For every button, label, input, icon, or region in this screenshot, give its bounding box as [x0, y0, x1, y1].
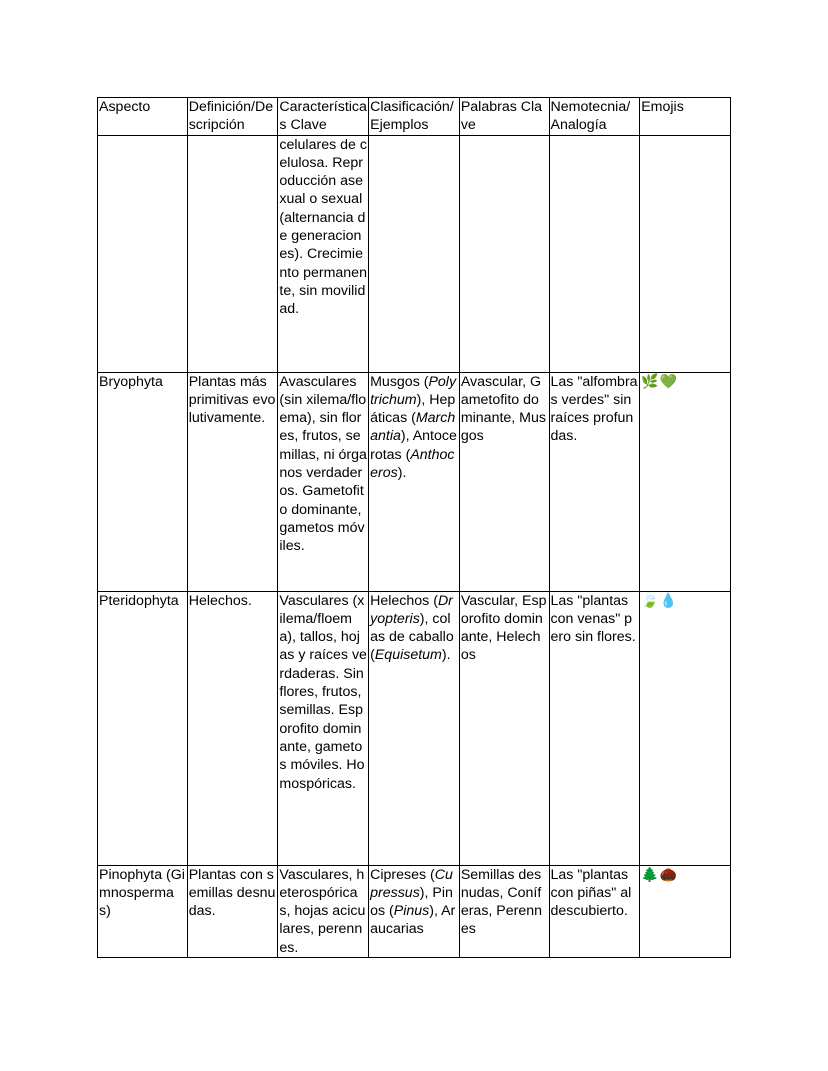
cell-aspect: [98, 135, 188, 372]
table-row: [98, 591, 731, 865]
cell-aspect: Bryophyta: [98, 372, 188, 591]
cell-aspect: Pteridophyta: [98, 591, 188, 865]
table-row: [98, 865, 731, 957]
example-text: ).: [441, 647, 451, 664]
cell-emojis: 🌲🌰: [640, 865, 731, 957]
cell-keywords: [459, 135, 549, 372]
cell-definition: Plantas con semillas desnudas.: [187, 865, 278, 957]
cell-examples: [369, 591, 460, 865]
table-header-row: [98, 98, 731, 136]
plant-classification-table: [97, 97, 731, 958]
header-keywords: Palabras Clave: [459, 98, 549, 136]
cell-emojis: [640, 135, 731, 372]
example-genus: Dryopteris: [370, 592, 453, 627]
header-aspect: Aspecto: [98, 98, 188, 136]
cell-definition: Helechos.: [187, 591, 278, 865]
cell-examples: [369, 135, 460, 372]
header-characteristics: Características Clave: [279, 99, 367, 134]
cell-mnemonic: Las "plantas con piñas" al descubierto.: [549, 865, 640, 957]
cell-definition: Plantas más primitivas evolutivamente.: [187, 372, 278, 591]
cell-examples: [369, 372, 460, 591]
cell-examples: [369, 865, 460, 957]
example-text: ), Hepáticas (: [370, 391, 456, 427]
table-row: [98, 372, 731, 591]
cell-mnemonic: Las "alfombras verdes" sin raíces profundas.: [549, 372, 640, 591]
example-genus: Anthoceros: [370, 446, 455, 482]
cell-characteristics: celulares de celulosa. Reproducción asexual o sexual (alternancia de generaciones). Crecimiento permanente, sin movilidad.: [278, 135, 369, 372]
cell-keywords: Avascular, Gametofito dominante, Musgos: [459, 372, 549, 591]
example-text: ), Araucarias: [370, 903, 456, 938]
cell-mnemonic: [549, 135, 640, 372]
example-genus: Marchantia: [370, 410, 456, 445]
example-text: Cipreses (: [370, 866, 435, 883]
table-row: [98, 135, 731, 372]
header-definition: Definición/Descripción: [187, 98, 278, 136]
header-examples: Clasificación/Ejemplos: [369, 98, 460, 136]
cell-keywords: Semillas desnudas, Coníferas, Perennes: [459, 865, 549, 957]
example-genus: Equisetum: [374, 647, 442, 664]
example-text: ), Antocerotas (: [370, 428, 457, 463]
cell-emojis: 🍃💧: [640, 591, 731, 865]
example-text: ).: [397, 465, 407, 482]
example-genus: Polytrichum: [370, 373, 457, 408]
header-mnemonic: Nemotecnia/Analogía: [549, 98, 640, 136]
cell-emojis: 🌿💚: [640, 372, 731, 591]
example-text: ), Pinos (: [370, 884, 453, 920]
cell-characteristics: Avasculares (sin xilema/floema), sin flores, frutos, semillas, ni órganos verdaderos. Gametofito dominante, gametos móviles.: [278, 372, 369, 591]
example-text: ), colas de caballo (: [370, 610, 454, 664]
header-emojis: Emojis: [640, 98, 731, 136]
example-text: Helechos (: [370, 592, 438, 609]
cell-characteristics: Vasculares, heterospóricas, hojas aciculares, perennes.: [278, 865, 369, 957]
cell-aspect: Pinophyta (Gimnospermas): [98, 865, 188, 957]
example-genus: Pinus: [393, 903, 430, 920]
cell-definition: [187, 135, 278, 372]
cell-keywords: Vascular, Esporofito dominante, Helechos: [459, 591, 549, 865]
cell-mnemonic: Las "plantas con venas" pero sin flores.: [549, 591, 640, 865]
cell-characteristics: Vasculares (xilema/floema), tallos, hojas y raíces verdaderas. Sin flores, frutos, semillas. Esporofito dominante, gametos móviles. Homospóricas.: [278, 591, 369, 865]
example-text: Musgos (: [370, 373, 429, 390]
example-genus: Cupressus: [370, 866, 453, 901]
